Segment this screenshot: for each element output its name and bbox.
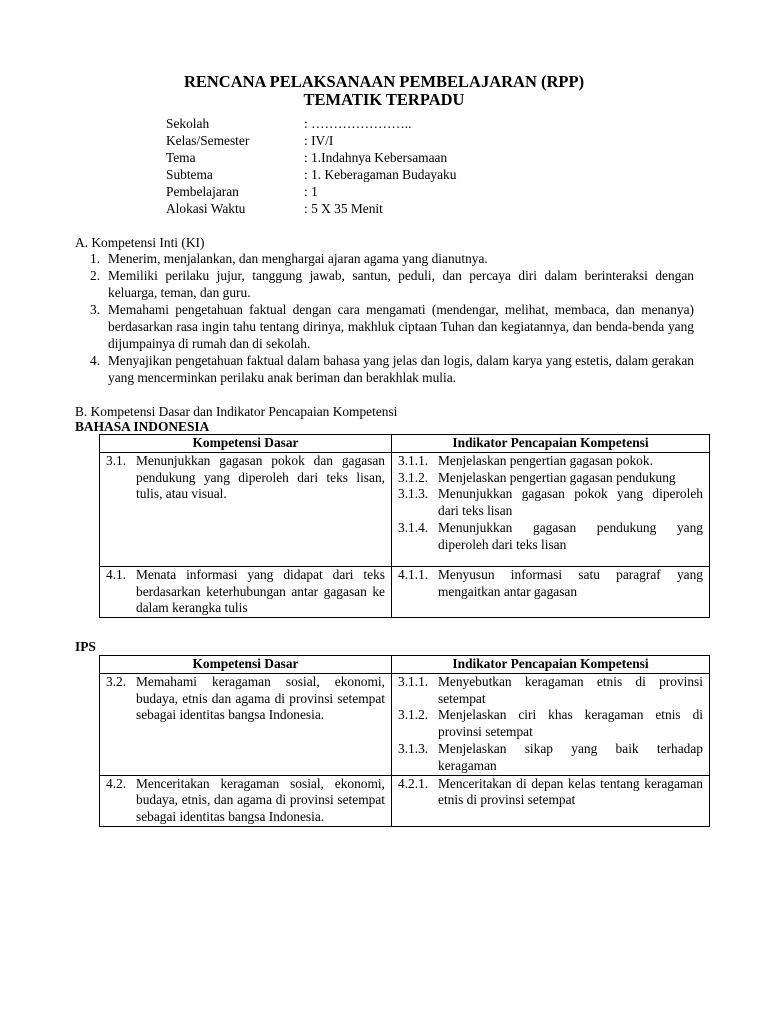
ipk-cell: 4.1.1. Menyusun informasi satu paragraf yang mengaitkan antar gagasan [392, 566, 710, 617]
section-a-heading: A. Kompetensi Inti (KI) [75, 235, 205, 250]
table-row [100, 452, 710, 566]
identity-row-kelas: Kelas/Semester : IV/I [166, 133, 334, 148]
ips-table [99, 655, 710, 827]
ipk-column-header: Indikator Pencapaian Kompetensi [392, 435, 710, 453]
table-row [100, 673, 710, 775]
kd-cell: 3.1. Menunjukkan gagasan pokok dan gagasan pendukung yang diperoleh dari teks lisan, tulis, atau visual. [100, 452, 392, 566]
ipk-cell: 3.1.1. Menyebutkan keragaman etnis di provinsi setempat 3.1.2. Menjelaskan ciri khas keragaman etnis di provinsi setempat 3.1.3. Menjelaskan sikap yang baik terhadap keragaman [392, 673, 710, 775]
section-b-heading: B. Kompetensi Dasar dan Indikator Pencapaian Kompetensi [75, 404, 398, 419]
ipk-cell: 3.1.1. Menjelaskan pengertian gagasan pokok. 3.1.2. Menjelaskan pengertian gagasan pendukung 3.1.3. Menunjukkan gagasan pokok yang diperoleh dari teks lisan 3.1.4. Menunjukkan gagasan pendukung yang diperoleh dari teks lisan [392, 452, 710, 566]
table-row [100, 566, 710, 617]
identity-row-subtema: Subtema : 1. Keberagaman Budayaku [166, 167, 457, 182]
ipk-column-header: Indikator Pencapaian Kompetensi [392, 656, 710, 674]
subject-heading-bahasa: BAHASA INDONESIA [75, 419, 210, 434]
identity-row-pembelajaran: Pembelajaran : 1 [166, 184, 318, 199]
ki-item: 1. Menerim, menjalankan, dan menghargai ajaran agama yang dianutnya. [90, 251, 488, 266]
ipk-cell: 4.2.1. Menceritakan di depan kelas tentang keragaman etnis di provinsi setempat [392, 775, 710, 826]
identity-row-tema: Tema : 1.Indahnya Kebersamaan [166, 150, 448, 165]
kd-column-header: Kompetensi Dasar [100, 435, 392, 453]
ki-item: 2. Memiliki perilaku jujur, tanggung jawab, santun, peduli, dan percaya diri dalam berinteraksi dengan keluarga, teman, dan guru. [90, 268, 694, 300]
document-subtitle: TEMATIK TERPADU [303, 90, 465, 109]
identity-row-alokasi: Alokasi Waktu : 5 X 35 Menit [166, 201, 383, 216]
kd-cell: 4.2. Menceritakan keragaman sosial, ekonomi, budaya, etnis, dan agama di provinsi setempat sebagai identitas bangsa Indonesia. [100, 775, 392, 826]
identity-block [166, 115, 456, 217]
identity-row-sekolah: Sekolah : ………………….. [166, 116, 412, 131]
bahasa-table [99, 434, 710, 618]
kd-column-header: Kompetensi Dasar [100, 656, 392, 674]
document-title: RENCANA PELAKSANAAN PEMBELAJARAN (RPP) [183, 72, 585, 91]
ki-list [90, 250, 694, 386]
ki-item: 3. Memahami pengetahuan faktual dengan cara mengamati (mendengar, melihat, membaca, dan menanya) berdasarkan rasa ingin tahu tentang dirinya, makhluk ciptaan Tuhan dan kegiatannya, dan benda-benda yang dijumpainya di rumah dan di sekolah. [90, 302, 694, 351]
table-row [100, 775, 710, 826]
subject-heading-ips: IPS [75, 639, 96, 654]
kd-cell: 3.2. Memahami keragaman sosial, ekonomi, budaya, etnis dan agama di provinsi setempat sebagai identitas bangsa Indonesia. [100, 673, 392, 775]
kd-cell: 4.1. Menata informasi yang didapat dari teks berdasarkan keterhubungan antar gagasan ke dalam kerangka tulis [100, 566, 392, 617]
ki-item: 4. Menyajikan pengetahuan faktual dalam bahasa yang jelas dan logis, dalam karya yang estetis, dalam gerakan yang mencerminkan perilaku anak beriman dan berakhlak mulia. [90, 353, 694, 385]
